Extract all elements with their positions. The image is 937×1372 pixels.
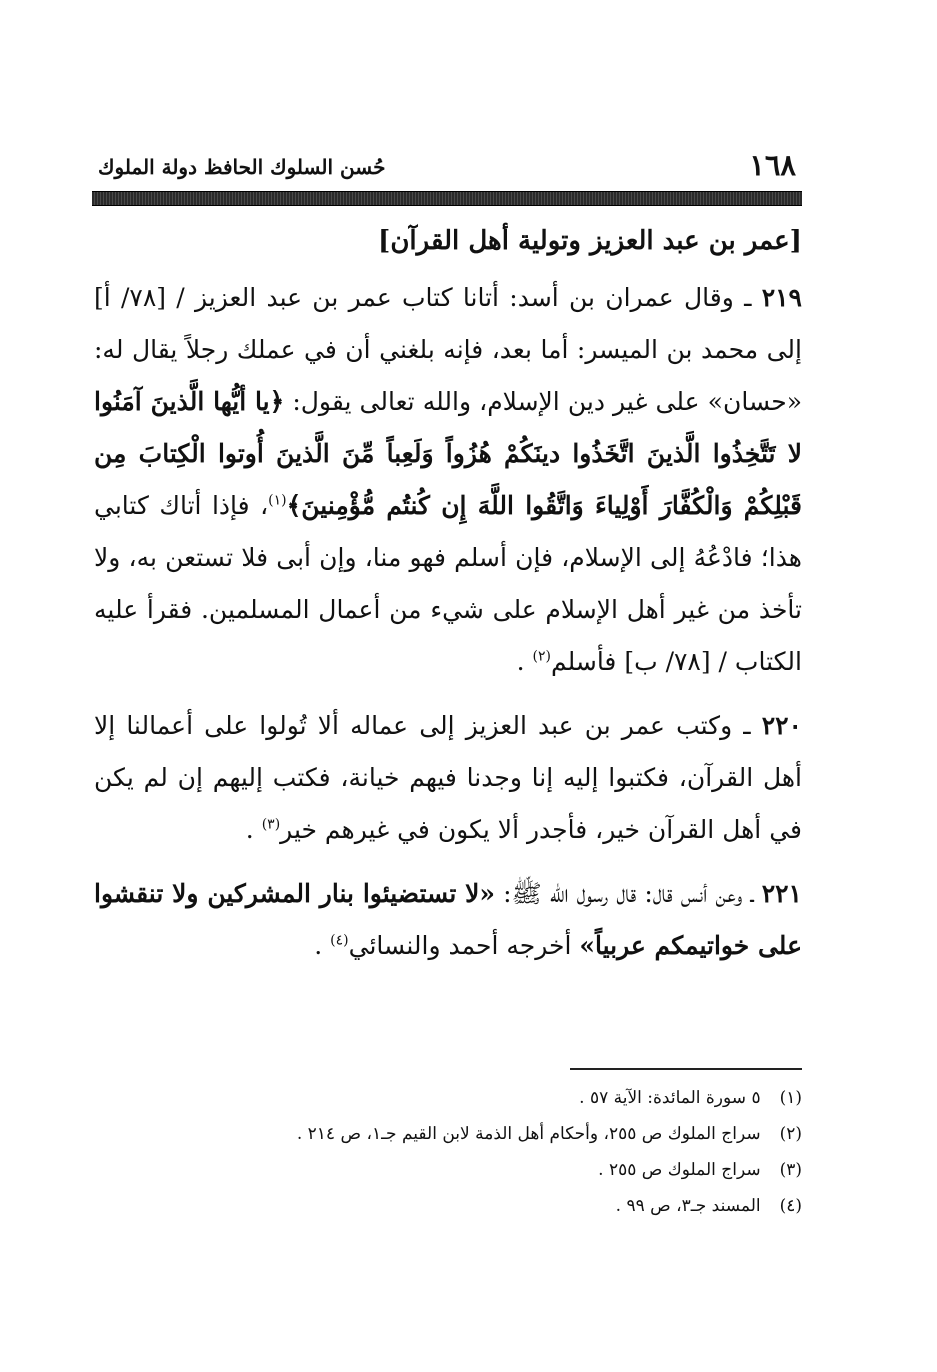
footnote-marker: (٢) <box>532 648 551 665</box>
paragraph-number: ٢٢٠ <box>761 711 802 740</box>
footnote-text: سراج الملوك ص ٢٥٥، وأحكام أهل الذمة لابن القيم جـ١، ص ٢١٤ . <box>296 1124 761 1144</box>
paragraph-220 <box>94 700 802 856</box>
footnote-text: ٥ سورة المائدة: الآية ٥٧ . <box>579 1088 761 1108</box>
paragraph-219 <box>94 272 802 688</box>
header-rule <box>92 191 802 206</box>
footnote-item <box>162 1188 802 1224</box>
paragraph-number: ٢١٩ <box>761 283 802 312</box>
paragraph-221 <box>94 868 802 972</box>
paragraph-end: . <box>245 815 262 844</box>
paragraph-rest: أخرجه أحمد والنسائي <box>348 931 580 960</box>
footnote-marker: (٣) <box>261 816 281 833</box>
paragraph-number: ٢٢١ <box>761 879 802 908</box>
paragraph-rest: ، فإذا أتاك كتابي هذا؛ فادْعُهُ إلى الإسلام، فإن أسلم فهو منا، وإن أبى فلا تستعن به، ولا تأخذ من غير أهل الإسلام على شيء من أعمال المسلمين. فقرأ عليه الكتاب / [٧٨/ ب] فأسلم <box>94 491 802 676</box>
footnote-rule <box>570 1068 802 1070</box>
section-heading: [عمر بن عبد العزيز وتولية أهل القرآن] <box>378 226 802 256</box>
footnote-marker: (١) <box>268 492 287 509</box>
footnote-text: المسند جـ٣، ص ٩٩ . <box>615 1196 761 1216</box>
footnote-number: (٣) <box>779 1160 802 1180</box>
footnote-text: سراج الملوك ص ٢٥٥ . <box>598 1160 761 1180</box>
page-header <box>92 148 802 182</box>
paragraph-end: . <box>516 647 533 676</box>
footnote-number: (٢) <box>779 1124 802 1144</box>
main-text <box>94 272 802 984</box>
running-title: حُسن السلوك الحافظ دولة الملوك <box>98 155 386 179</box>
footnote-number: (٤) <box>779 1196 802 1216</box>
footnotes <box>162 1080 802 1224</box>
paragraph-intro: ـ وعن أنس قال: قال رسول الله ﷺ: <box>495 879 762 908</box>
footnote-item <box>162 1080 802 1116</box>
paragraph-text: ـ وكتب عمر بن عبد العزيز إلى عماله ألا تُولوا على أعمالنا إلا أهل القرآن، فكتبوا إليه إنا وجدنا فيهم خيانة، فكتب إليهم إن لم يكن في أهل القرآن خير، فأجدر ألا يكون في غيرهم خير <box>94 711 802 844</box>
paragraph-end: . <box>314 931 331 960</box>
footnote-item <box>162 1116 802 1152</box>
quran-verse: ﴿يا أيُّها الَّذينَ آمَنُوا لا تَتَّخِذُوا الَّذينَ اتَّخَذُوا دينَكُمْ هُزُواً وَلَعِباً مِّنَ الَّذينَ أُوتوا الْكِتابَ مِن قَبْلِكُمْ وَالْكُفَّارَ أَوْلِياءَ وَاتَّقُوا اللَّهَ إِن كُنتُم مُّؤْمِنينَ﴾ <box>94 387 802 520</box>
footnote-number: (١) <box>779 1088 802 1108</box>
page-number: ١٦٨ <box>749 148 796 182</box>
hadith-quote: «لا تستضيئوا بنار المشركين ولا تنقشوا على خواتيمكم عربياً» <box>94 879 802 960</box>
paragraph-intro: ـ وقال عمران بن أسد: أتانا كتاب عمر بن عبد العزيز / [٧٨/ أ] إلى محمد بن الميسر: أما بعد، فإنه بلغني أن في عملك رجلاً يقال له: «حسان» على غير دين الإسلام، والله تعالى يقول: <box>94 283 802 416</box>
footnote-marker: (٤) <box>330 932 349 949</box>
footnote-item <box>162 1152 802 1188</box>
